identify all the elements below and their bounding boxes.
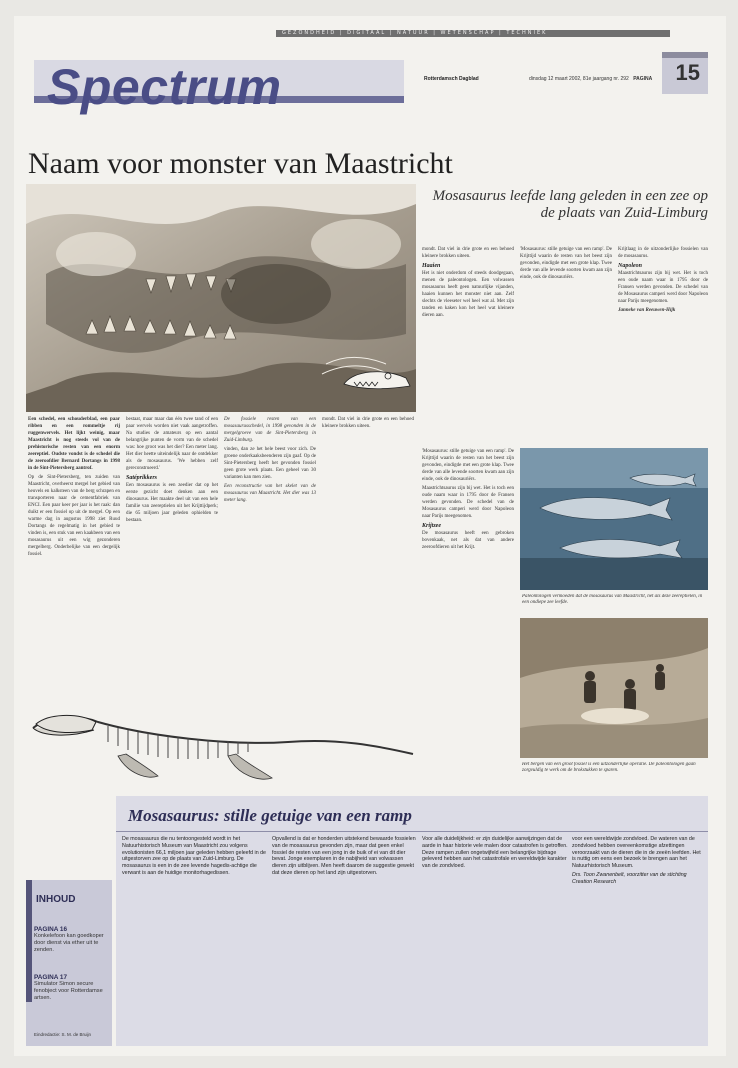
article-column-7 <box>618 246 708 446</box>
article-column-5 <box>422 246 514 446</box>
fossil-photo-illustration <box>26 184 416 412</box>
paragraph: Opvallend is dat er honderden uitstekend bewaarde fossielen van de mosasaurus gevonden zijn, maar dat geen enkel fossiel de resten van een jong in de buik of ei van dit dier bevat. Jonge exemplaren in de nabijheid van volwassen dieren zijn uitblijven. Men heeft daarom de suggestie gewekt dat deze dieren op het land zijn uitgestorven. <box>272 836 416 876</box>
page-label: PAGINA <box>633 76 653 82</box>
sidebar-column-3 <box>422 836 568 1046</box>
paragraph: Het is niet onderdom of steeds doodgegaan, menen de paleontologen. Een volwassen mosasaurus heeft geen natuurlijke vijanden, haaien kunnen het monster niet aan. Zelf slechts de vleeseter wel heel wat al. Met zijn tanden en kaken kon het heel wat kleinere dieren aan. <box>422 271 514 318</box>
spectrum-logo: Spectrum <box>47 59 282 115</box>
sidebar-column-4 <box>572 836 704 1046</box>
paragraph: Op de Sint-Pietersberg, ten zuiden van Maastricht, overheerst mergel het gebied van heuvels en kalksteen van de berg schrapen en transporteren naar de cementfabriek van ENCI. Een paar keer per jaar is het raak: dan duikt er een fossiel op uit de mergel. Op een warme dag in augustus 1998 ziet Ruud Dortangs de regelmatig in het gebied te vinden is, een stuk van een kaakbeen van een mosasaurus uit een wig gezonderen mergelberg. Onderbelijke van een dergelijk fossiel. <box>28 475 120 557</box>
contents-title: INHOUD <box>36 894 76 905</box>
article-column-3 <box>224 416 316 692</box>
paragraph: mondt. Dat viel in drie grote en een behoed kleinere brokken uiteen. <box>322 417 414 429</box>
contents-page: PAGINA 16 <box>34 926 68 933</box>
marine-illustration <box>520 448 708 590</box>
paragraph: Maastrichtsaurus zijn bij wet. Het is toch een oude naam waar in 1795 door de Fransen werden gevonden. De schedel van de Mosasaurus camperi werd door Napoleon naar Parijs meegenomen. <box>618 271 708 304</box>
paragraph: De mosasaurus heeft een gebroken bovenkaak, net als dat van andere zeeroofdieren uit het Krijt. <box>422 531 514 550</box>
byline: Janneke van Reeuwen-Hijk <box>618 308 676 313</box>
subheading-haaien: Haaien <box>422 263 441 269</box>
paper-name: Rotterdamsch Dagblad <box>424 76 479 82</box>
paragraph: bestaat, maar maar dan één twee tand of een paar wervels worden niet vaak aangetroffen. Na studies de amateurs op een aantal belangrijke punten de vorm van de schedel was: hoe groot was het dier? Een meter lang. Het dier heette uiteindelijk naar de ontdekker als de mosasaurus. 'We hebben zelf gereconstrueerd.' <box>126 417 218 471</box>
dateline <box>529 76 652 82</box>
article-column-6 <box>520 246 612 446</box>
contents-text: Konkelefoon kan goedkoper door dienst via ether uit te zenden. <box>34 933 104 953</box>
paragraph: 'Mosasaurus: stille getuige van een ramp'. De Krijttijd waarin de resten van het beest zijn gevonden, eindigde met een grote klap. Twee derde van alle levende soorten kwam aan zijn einde, ook de dinosauriërs. <box>520 247 612 280</box>
subheading-krijtzee: Krijtzee <box>422 523 441 529</box>
article-subheadline: Mosasaurus leefde lang geleden in een zee op de plaats van Zuid-Limburg <box>432 188 708 221</box>
sidebar-column-1 <box>122 836 268 1046</box>
excavation-illustration <box>520 618 708 758</box>
sidebar-column-2 <box>272 836 418 1046</box>
contents-item[interactable] <box>34 926 108 954</box>
skull-caption: De fossiele resten van een mosasaurusschedel, in 1998 gevonden in de mergelgroeve van de Sint-Pietersberg in Zuid-Limburg. <box>224 417 316 443</box>
article-headline: Naam voor monster van Maastricht <box>28 147 453 180</box>
fossil-skull-photo <box>26 184 416 412</box>
section-bar <box>276 30 670 37</box>
paragraph: De mosasaurus die nu tentoongesteld wordt in het Natuurhistorisch Museum van Maastricht zou volgens evolutionisten 66,1 miljoen jaar geleden hebben geleefd in de uitgestorven zee op de plaats van Zuid-Limburg. De mosasaurus is een in de zee levende hagedis-achtige die verwant is aan de huidige monitorhagedissen. <box>122 836 267 876</box>
page-tab <box>662 52 708 58</box>
subheading-napoleon: Napoleon <box>618 263 642 269</box>
editor-credit: Eindredactie: S. M. de Bruijn <box>34 1032 92 1037</box>
article-lead: Een schedel, een schouderblad, een paar ribben en een rommeltje rij ruggenwervels. Het lijkt weinig, maar Maastricht is nog steeds vol van de prehistorische resten van een enorm zeereptiel. Oudste vondst is de schedel die de zeeroofdier Bernard Dortangs in 1998 in de Sint-Pietersberg aantrof. <box>28 417 120 471</box>
page-number: 15 <box>675 60 700 85</box>
skeleton-drawing <box>28 696 416 794</box>
subheading: Satéprikkers <box>126 475 158 481</box>
sidebar-divider <box>116 831 708 832</box>
paragraph: vinden, dan ze het hele beest voor zich. De groene onderkaaksbeenderen zijn gaaf. Op de Sint-Pietersberg heeft het gevonden fossiel geen grote werk plaats. Een geheel van 30 varianten kan men zien. <box>224 447 316 480</box>
sidebar-author: Drs. Toon Zwanenbelt, voorzitter van de stichting Creation Research <box>572 871 687 885</box>
paragraph: mondt. Dat viel in drie grote en een behoed kleinere brokken uiteen. <box>422 247 514 259</box>
marine-reptiles-photo <box>520 448 708 590</box>
contents-page: PAGINA 17 <box>34 974 68 981</box>
page-number-box <box>662 52 708 94</box>
contents-item[interactable] <box>34 974 108 1002</box>
contents-text: Simulator Simon secure fenobject voor Rotterdamse artsen. <box>34 981 103 1001</box>
article-column-1 <box>28 416 120 692</box>
excavation-photo-caption: Het bergen van een groot fossiel is een uitzonderlijke operatie. De paleontologen gaan zorgvuldig te werk om de brokstukken te sparen. <box>522 762 696 773</box>
section-list: GEZONDHEID | DIGITAAL | NATUUR | WETENSCHAP | TECHNIEK <box>282 30 548 36</box>
paragraph: Maastrichtsaurus zijn bij wet. Het is toch een oude naam waar in 1795 door de Fransen werden gevonden. De schedel van de Mosasaurus camperi werd door Napoleon naar Parijs meegenomen. <box>422 486 514 519</box>
skeleton-caption: Een reconstructie van het skelet van de mosasaurus van Maastricht. Het dier was 13 meter lang. <box>224 484 316 503</box>
sidebar-title: Mosasaurus: stille getuige van een ramp <box>128 806 412 825</box>
article-column-2 <box>126 416 218 692</box>
paragraph: voor een wereldwijde zondvloed. De wateren van de zondvloed hebben overeenkomstige afzettingen veroorzaakt van de dieren die in de zeeën leefden. Het is nuttig om eens een bezoek te brengen aan het Natuurhistorisch Museum. <box>572 836 701 870</box>
paragraph: Krijtlaag in de uitzonderlijke fossielen van de mosasaurus. <box>618 247 708 259</box>
article-column-8 <box>422 448 514 792</box>
paragraph: Een mosasaurus is een zeedier dat op het eerste gezicht doet denken aan een dinosaurus. Het maakte deel uit van een hele familie van zeereptielen uit het Krijttijdperk; die 65 miljoen jaar geleden ophielden te bestaan. <box>126 483 218 523</box>
marine-photo-caption: Paleontologen vermoeden dat de mosasaurus van Maastricht, net als deze zeereptielen, in een ondiepe zee leefde. <box>522 594 703 605</box>
excavation-photo <box>520 618 708 758</box>
paragraph: Voor alle duidelijkheid: er zijn duidelijke aanwijzingen dat de aarde in haar historie vele malen door catastrofen is getroffen. Deze rampen zullen ongetwijfeld een belangrijke bijdrage geleverd hebben aan het catastrofale en wereldwijde karakter van de zondvloed. <box>422 836 568 870</box>
mosasaurus-skeleton-illustration <box>28 696 416 794</box>
issue-date: dinsdag 12 maart 2002, 81e jaargang nr. 292 <box>529 76 629 82</box>
article-column-4 <box>322 416 414 692</box>
contents-accent <box>26 880 32 1002</box>
paragraph: 'Mosasaurus: stille getuige van een ramp'. De Krijttijd waarin de resten van het beest zijn gevonden, eindigde met een grote klap. Twee derde van alle levende soorten kwam aan zijn einde, ook de dinosauriërs. <box>422 449 514 482</box>
